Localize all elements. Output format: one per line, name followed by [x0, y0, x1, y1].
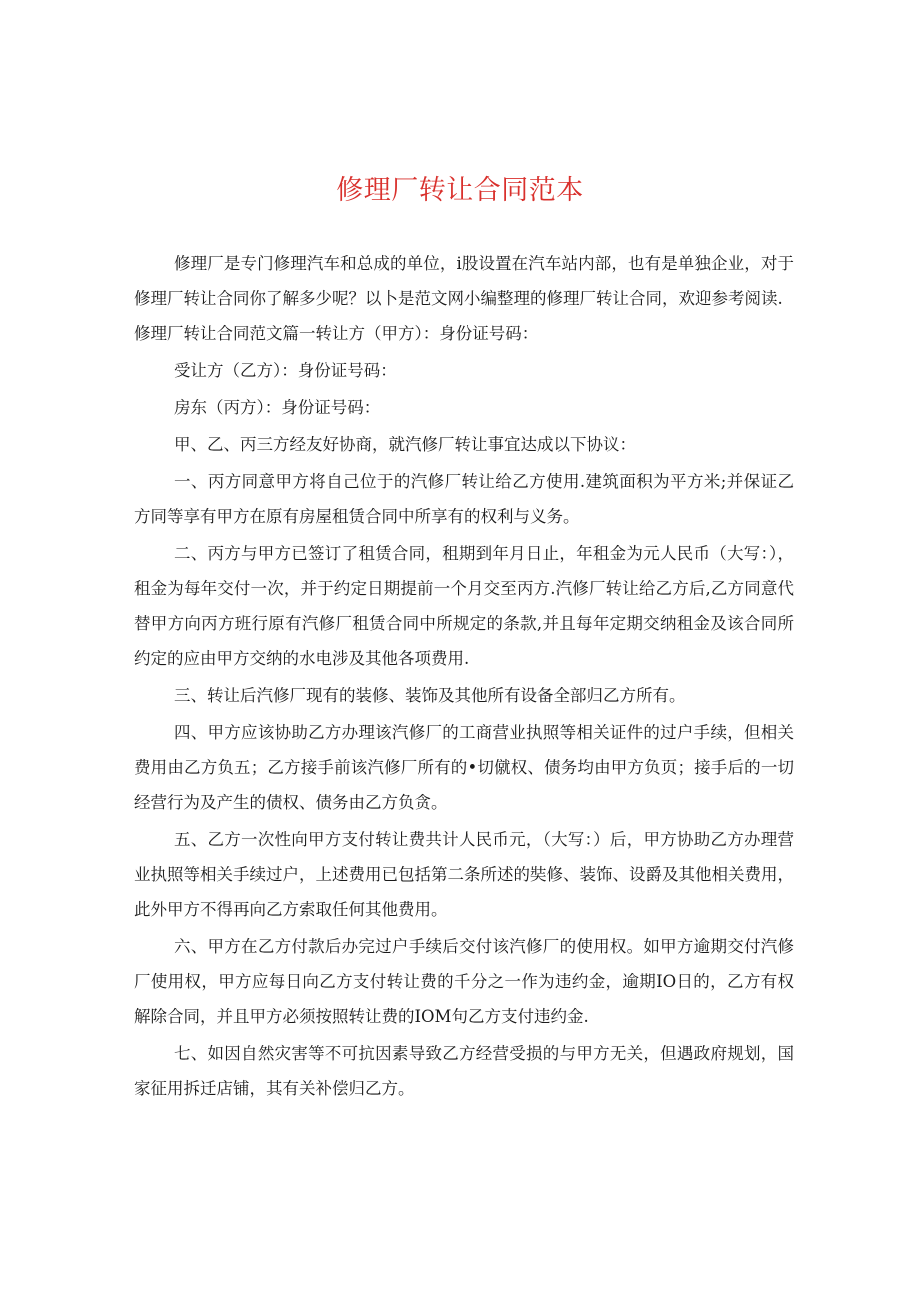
party-b-line: 受让方（乙方）：身份证号码： — [174, 361, 397, 380]
clause-3: 三、转让后汽修厂现有的装修、装饰及其他所有设备全部归乙方所有。 — [174, 686, 686, 705]
intro-paragraph: 修理厂是专门修理汽车和总成的单位，i股设置在汽车站内部，也有是单独企业，对于修理厂转让合同你了解多少呢？以卜是范文网小编整理的修理厂转让合同，欢迎参考阅读. — [134, 254, 794, 308]
clause-2: 二、丙方与甲方已签订了租赁合同，租期到年月日止，年租金为元人民币（大写：），租金为每年交付一次，并于约定日期提前一个月交至丙方.汽修厂转让给乙方后,乙方同意代替甲方向丙方班行原有汽修厂租赁合同中所规定的条款,并且每年定期交纳租金及该合同所约定的应由甲方交纳的水电涉及其他各项费用. — [134, 544, 794, 668]
agreement-preamble: 甲、乙、丙三方经友好协商，就汽修厂转让事宜达成以下协议： — [174, 435, 636, 454]
clause-5: 五、乙方一次性向甲方支付转让费共计人民币元，（大写：）后，甲方协助乙方办理营业执照等相关手续过户，上述费用已包括第二条所述的奘修、装饰、设爵及其他相关费用，此外甲方不得再向乙方索取任何其他费用。 — [134, 830, 794, 919]
contract-heading-line: 修理厂转让合同范文篇一转让方（甲方）：身份证号码： — [134, 324, 539, 343]
clause-6: 六、甲方在乙方付款后办完过户手续后交付该汽修厂的使用权。如甲方逾期交付汽修厂使用权，甲方应每日向乙方支付转让费的千分之一作为违约金，逾期IO日的，乙方有权解除合同，并且甲方必须按照转让费的IOM句乙方支付违约金. — [134, 937, 794, 1026]
document-title: 修理厂转让合同范本 — [336, 175, 584, 206]
document-body — [134, 246, 794, 1106]
clause-7: 七、如因自然灾害等不可抗因素导致乙方经营受损的与甲方无关，但遇政府规划，国家征用拆迁店铺，其有关补偿归乙方。 — [134, 1044, 794, 1098]
clause-4: 四、甲方应该协助乙方办理该汽修厂的工商营业执照等相关证件的过户手续，但相关费用由乙方负五；乙方接手前该汽修厂所有的•切僦权、债务均由甲方负页；接手后的一切经营行为及产生的债权、债务由乙方负贪。 — [134, 723, 794, 812]
clause-1: 一、丙方同意甲方将自己位于的汽修厂转让给乙方使用.建筑面积为平方米;并保证乙方同等享有甲方在原有房屋租赁合同中所享有的权利与义务。 — [134, 472, 794, 526]
party-c-line: 房东（丙方）：身份证号码： — [174, 398, 381, 417]
